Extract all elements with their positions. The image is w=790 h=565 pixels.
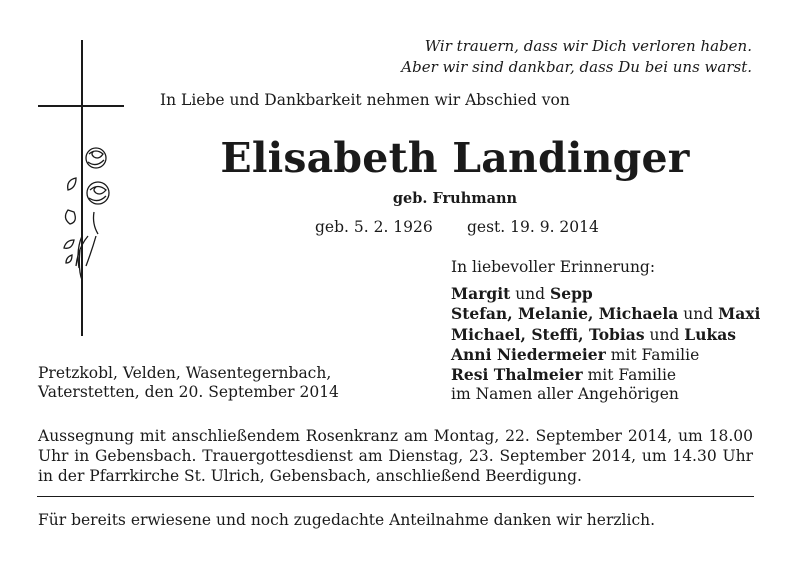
deceased-name: Elisabeth Landinger (220, 134, 690, 182)
death-date: gest. 19. 9. 2014 (467, 218, 599, 236)
mourners-list (451, 284, 760, 405)
maiden-name: geb. Fruhmann (392, 190, 518, 207)
ceremony-details: Aussegnung mit anschließendem Rosenkranz am Montag, 22. September 2014, um 18.00 Uhr in Gebensbach. Trauergottesdienst am Dienstag, 23. September 2014, um 14.30 Uhr in der Pfarrkirche St. Ulrich, Gebensbach, anschließend Beerdigung. (38, 427, 753, 485)
mourner-line: Anni Niedermeier mit Familie (451, 344, 700, 364)
mourner-line: Margit und Sepp (451, 284, 593, 303)
quote-line-1: Wir trauern, dass wir Dich verloren haben. (424, 37, 752, 55)
divider-line (37, 496, 754, 497)
location-date: Pretzkobl, Velden, Wasentegernbach, Vaterstetten, den 20. September 2014 (38, 364, 339, 402)
mourner-line: Stefan, Melanie, Michaela und Maxi (451, 304, 761, 324)
birth-date: geb. 5. 2. 1926 (315, 218, 433, 236)
thanks-text: Für bereits erwiesene und noch zugedachte Anteilnahme danken wir herzlich. (38, 511, 656, 529)
memory-heading: In liebevoller Erinnerung: (451, 258, 656, 276)
intro-text: In Liebe und Dankbarkeit nehmen wir Abschied von (160, 91, 570, 109)
mourner-line: im Namen aller Angehörigen (451, 385, 679, 404)
mourner-line: Michael, Steffi, Tobias und Lukas (451, 324, 736, 344)
mourner-line: Resi Thalmeier mit Familie (451, 365, 677, 385)
quote-line-2: Aber wir sind dankbar, dass Du bei uns warst. (401, 58, 752, 76)
